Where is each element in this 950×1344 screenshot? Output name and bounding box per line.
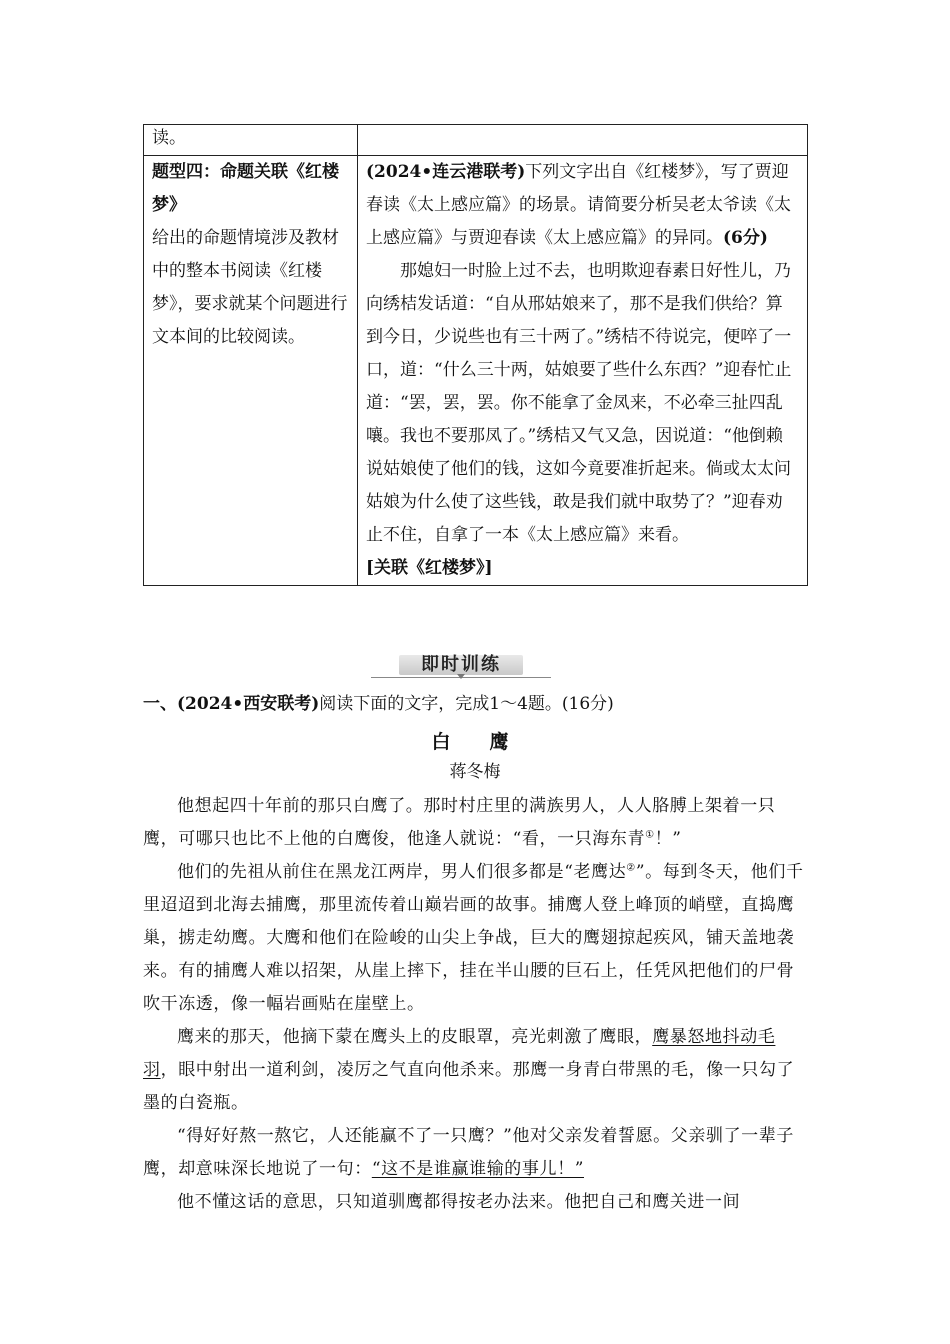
example-tag: [关联《红楼梦》] [366,558,493,578]
underlined-sentence-1: 鹰暴怒地抖动毛羽 [143,1027,776,1080]
example-score: (6分) [723,228,768,248]
example-question [366,156,799,255]
banner-label: 即时训练 [421,654,501,675]
example-question-text: 下列文字出自《红楼梦》，写了贾迎春读《太上感应篇》的场景。请简要分析吴老太爷读《太上感应篇》与贾迎春读《太上感应篇》的异同。 [366,162,791,248]
example-source: (2024•连云港联考) [366,162,526,182]
question-prefix: 一、 [143,694,177,714]
question-type-description: 给出的命题情境涉及教材中的整本书阅读《红楼梦》，要求就某个问题进行文本间的比较阅读。 [152,228,348,347]
paragraph-5: 他不懂这话的意思，只知道驯鹰都得按老办法来。他把自己和鹰关进一间 [177,1192,741,1212]
table-cell-left [144,125,358,156]
article-author: 蒋冬梅 [449,762,501,782]
question-source: (2024•西安联考) [177,694,320,714]
underlined-sentence-2: “这不是谁赢谁输的事儿！” [371,1159,584,1179]
row1-left-text: 读。 [152,128,186,148]
paragraph-4 [143,1120,807,1186]
paragraph-4-text-a: “得好好熬一熬它，人还能赢不了一只鹰？”他对父亲发着誓愿。父亲驯了一辈子鹰，却意味深长地说了一句： [143,1126,794,1179]
article-title: 白 鹰 [431,731,519,753]
question-text: 阅读下面的文字，完成1～4题。(16分) [319,694,614,714]
paragraph-3-text-a: 鹰来的那天，他摘下蒙在鹰头上的皮眼罩，亮光刺激了鹰眼， [177,1027,653,1047]
paragraph-1-end: ！” [654,829,682,849]
example-passage-text: 那媳妇一时脸上过不去，也明欺迎春素日好性儿，乃向绣桔发话道：“自从邢姑娘来了，那不是我们供给？算到今日，少说些也有三十两了。”绣桔不待说完，便啐了一口，道：“什么三十两，姑娘要了些什么东西？”迎春忙止道：“罢，罢，罢。你不能拿了金凤来，不必牵三扯四乱嚷。我也不要那凤了。”绣桔又气又急，因说道：“他倒赖说姑娘使了他们的钱，这如今竟要准折起来。倘或太太问姑娘为什么使了这些钱，敢是我们就中取势了？”迎春劝止不住，自拿了一本《太上感应篇》来看。 [366,261,792,545]
paragraph-1 [143,790,807,856]
table-cell-right [358,125,808,156]
table-row [144,125,808,156]
question-heading [143,690,807,718]
footnote-1-marker: ① [645,829,655,841]
example-passage [366,255,799,585]
section-banner [371,653,551,679]
table-row [144,156,808,586]
paragraph-2 [143,856,807,1021]
paragraph-3-text-b: ，眼中射出一道利剑，凌厉之气直向他杀来。那鹰一身青白带黑的毛，像一只勾了墨的白瓷瓶。 [143,1060,795,1113]
question-type-title: 题型四：命题关联《红楼梦》 [152,162,339,215]
paragraph-2-text-b: ”。每到冬天，他们千里迢迢到北海去捕鹰，那里流传着山巅岩画的故事。捕鹰人登上峰顶的峭壁，直捣鹰巢，掳走幼鹰。大鹰和他们在险峻的山尖上争战，巨大的鹰翅掠起疾风，铺天盖地袭来。有的捕鹰人难以招架，从崖上摔下，挂在半山腰的巨石上，任凭风把他们的尸骨吹干冻透，像一幅岩画贴在崖壁上。 [143,862,804,1014]
question-type-cell [144,156,358,586]
article-body [143,790,807,1219]
paragraph-2-text-a: 他们的先祖从前住在黑龙江两岸，男人们很多都是“老鹰达 [177,862,627,882]
paragraph-1-text: 他想起四十年前的那只白鹰了。那时村庄里的满族男人，人人胳膊上架着一只鹰，可哪只也比不上他的白鹰俊，他逢人就说：“看，一只海东青 [143,796,776,849]
paragraph-3 [143,1021,807,1120]
question-type-table [143,124,808,586]
footnote-2-marker: ② [626,862,636,874]
example-cell [358,156,808,586]
